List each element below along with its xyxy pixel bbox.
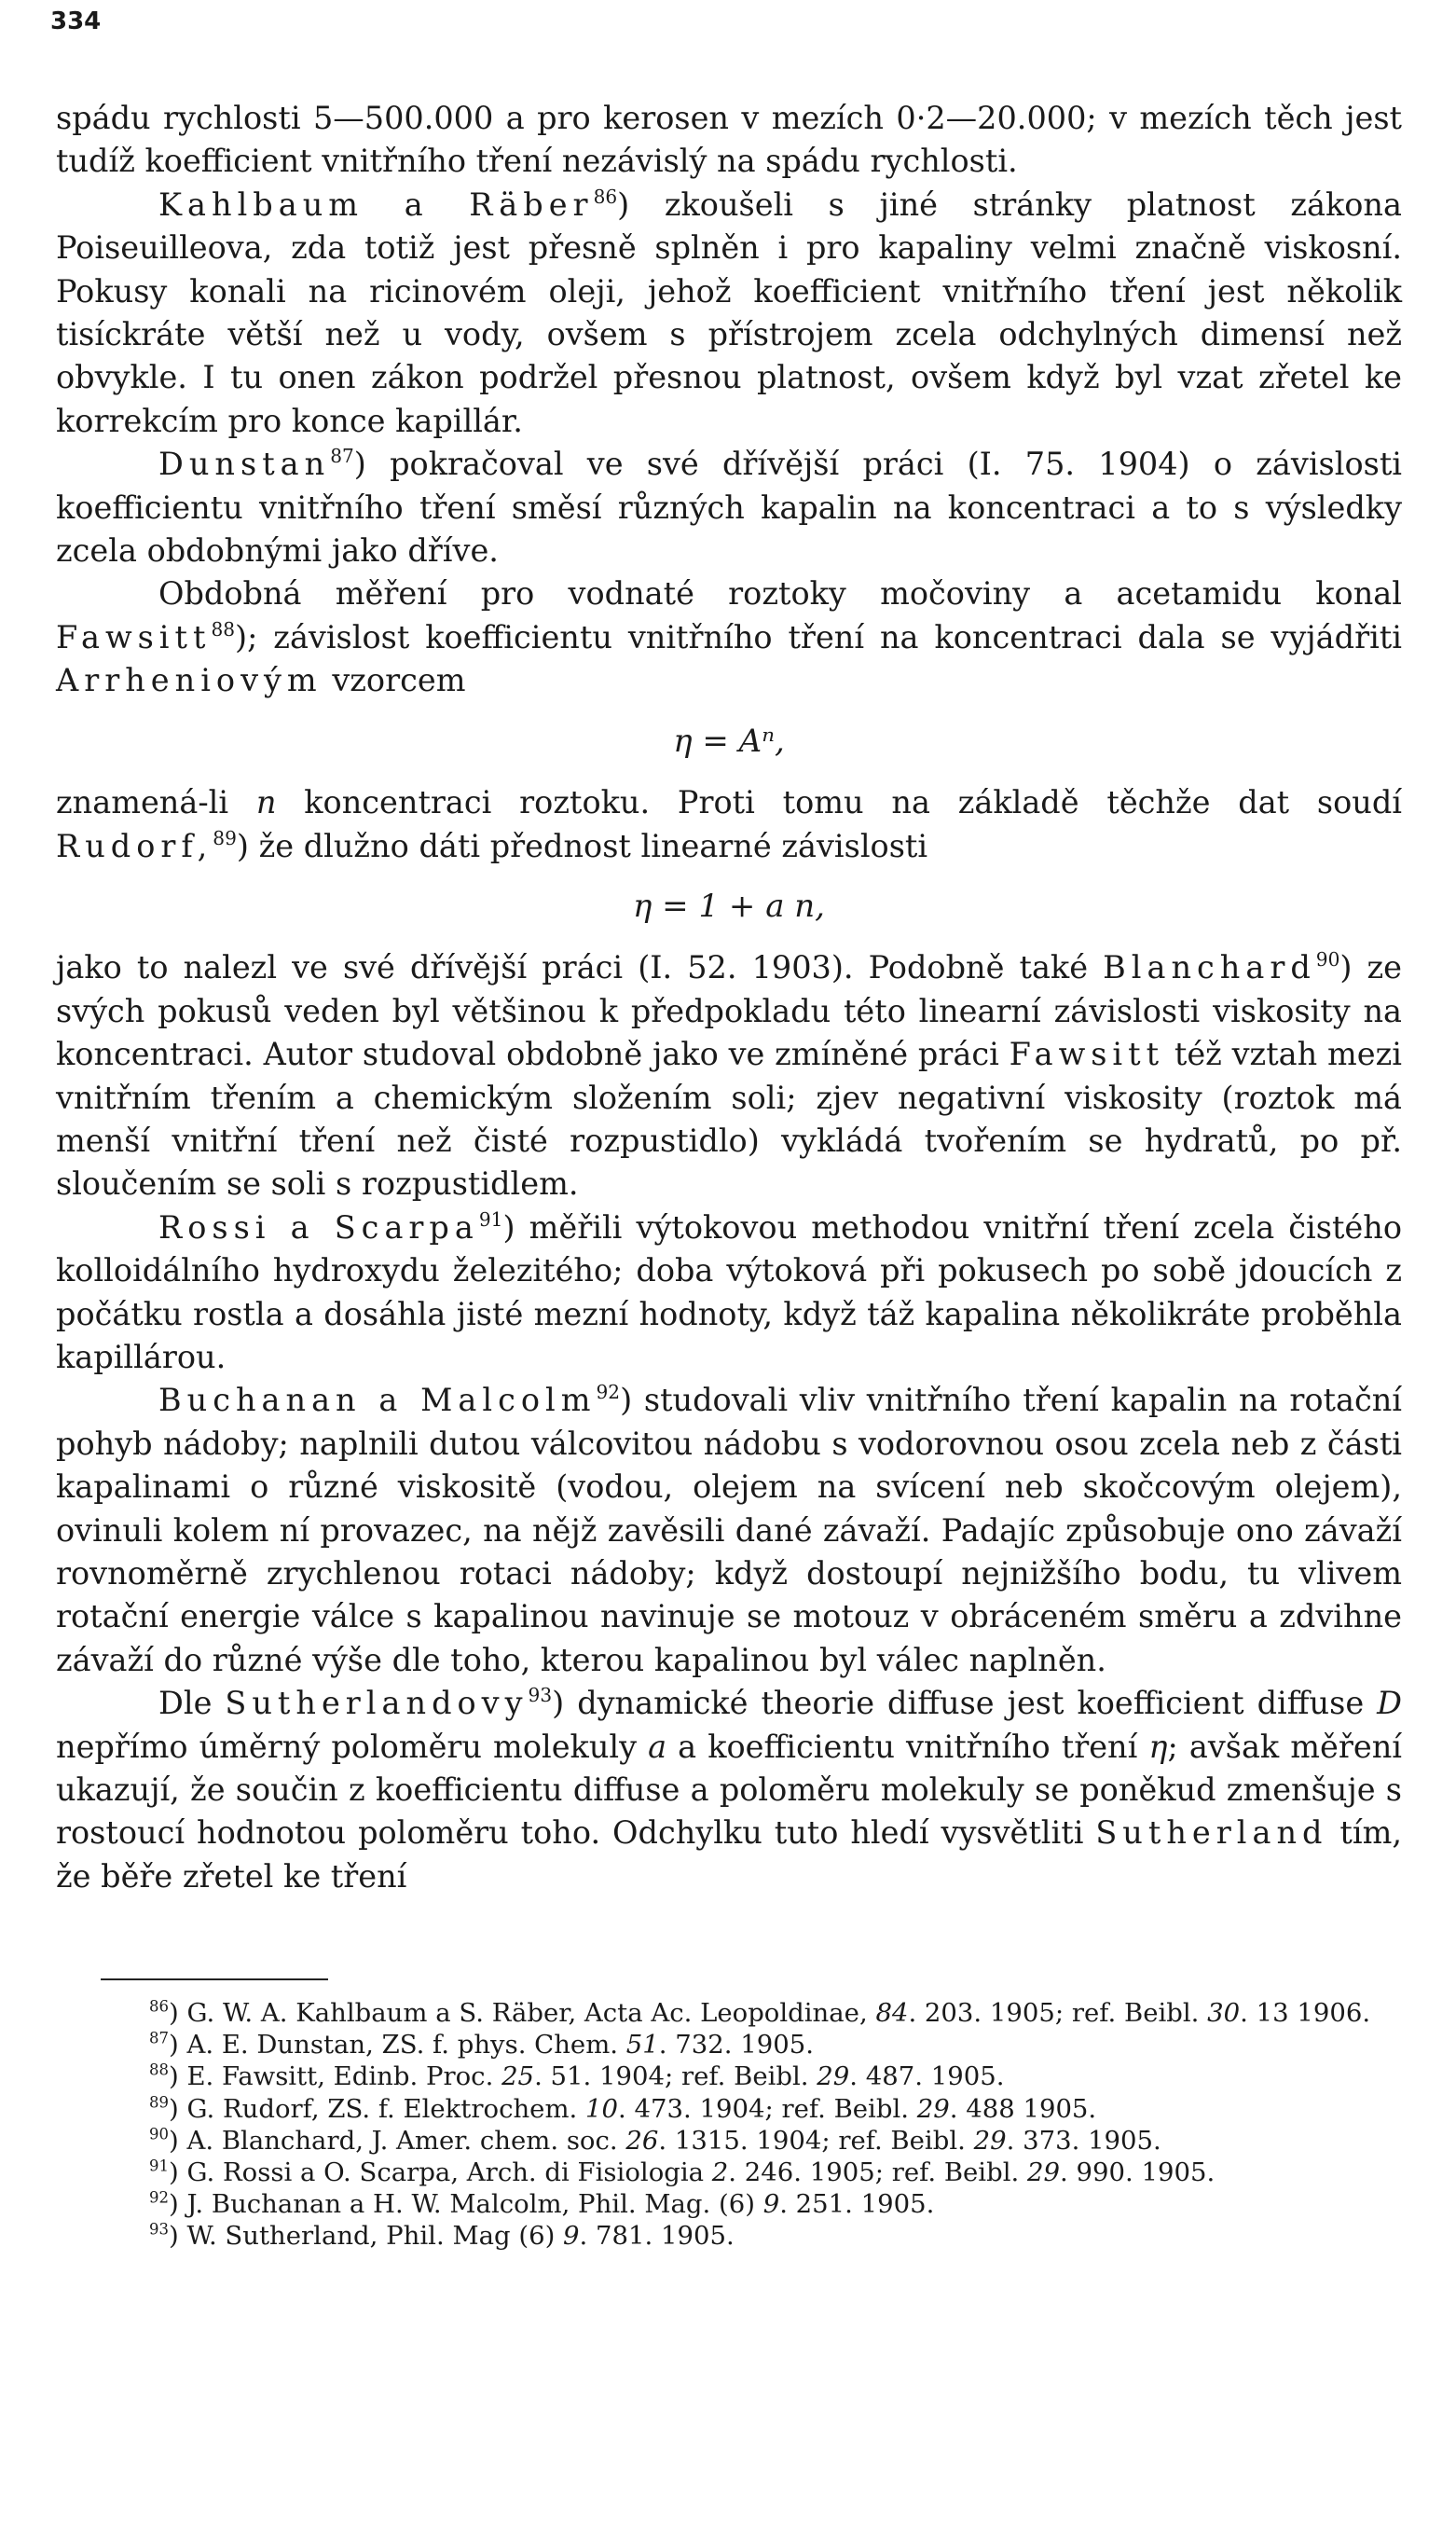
footnote: $^{93}$) W. Sutherland, Phil. Mag (6) 9. 781. 1905. [149, 2220, 735, 2252]
footnote-text: . 473. 1904; ref. Beibl. [618, 2093, 917, 2124]
footnote-text: . 1315. 1904; ref. Beibl. [658, 2125, 974, 2156]
footnote-ref[interactable]: 88 [211, 617, 236, 641]
footnote-ref[interactable]: 91 [478, 1207, 503, 1231]
paragraph [56, 1379, 1402, 1682]
author-name: Sutherland [1095, 1814, 1328, 1852]
paragraph-text: jako to nalezl ve své dřívější práci (I. 52. 1903). Podobně také [56, 949, 1104, 986]
volume: 84 [875, 1998, 909, 2028]
author-name: Arrheniovým [56, 662, 323, 699]
paragraph [56, 1206, 1402, 1380]
body-text [56, 97, 1402, 1898]
paragraph-text: Obdobná měření pro vodnaté roztoky močoviny a acetamidu konal [158, 575, 1402, 613]
variable: D [1377, 1685, 1402, 1722]
paragraph [56, 572, 1402, 702]
footnote-number: 89 [149, 2092, 169, 2111]
footnote-text: . 13 1906. [1240, 1998, 1371, 2028]
author-name: Buchanan a Malcolm [158, 1382, 597, 1419]
formula-power: η = Aⁿ, [673, 722, 785, 760]
footnote-author: G. Rossi a O. Scarpa [186, 2157, 451, 2188]
author-name: Dunstan [158, 446, 331, 483]
footnote-number: 93 [149, 2220, 169, 2239]
paragraph-text: a koefficientu vnitřního tření [666, 1728, 1149, 1765]
paragraph [56, 946, 1402, 1206]
footnote-text: . 487. 1905. [849, 2061, 1005, 2092]
footnote-text: . 732. 1905. [658, 2030, 814, 2060]
variable: a [648, 1728, 667, 1765]
volume: 10 [585, 2093, 619, 2124]
footnote-text: , Acta Ac. Leopoldinae, [568, 1998, 876, 2028]
author-name: Rudorf, [56, 827, 213, 864]
footnote-divider [101, 1978, 328, 1980]
footnote-text: , Phil. Mag. (6) [561, 2189, 763, 2220]
page-number: 334 [50, 7, 102, 35]
footnote-text: , J. Amer. chem. soc. [355, 2125, 626, 2156]
footnote-number: 88 [149, 2060, 169, 2079]
paragraph-text: ) studovali vliv vnitřního tření kapalin na rotační pohyb nádoby; naplnili dutou válcovitou nádobu s vodorovnou osou zcela neb z části kapalinami o různé viskositě (vodou, olejem na svícení neb skočcovým olejem), ovinuli kolem ní provazec, na nějž zavěsili dané závaží. Padajíc způsobuje ono závaží rovnoměrně zrychlenou rotaci nádoby; když dostoupí nejnižšího bodu, tu vlivem rotační energie válce s kapalinou navinuje se motouz v obráceném směru a zdvihne závaží do různé výše dle toho, kterou kapalinou byl válec naplněn. [56, 1382, 1402, 1678]
footnote: $^{90}$) A. Blanchard, J. Amer. chem. soc. 26. 1315. 1904; ref. Beibl. 29. 373. 1905. [149, 2125, 1161, 2156]
paragraph-text: ) dynamické theorie diffuse jest koefficient diffuse [552, 1685, 1378, 1722]
variable: n [255, 784, 277, 821]
paragraph [56, 781, 1402, 868]
footnote-ref[interactable]: 92 [596, 1381, 621, 1404]
footnote-text: . 990. 1905. [1060, 2157, 1216, 2188]
footnote-ref[interactable]: 89 [213, 826, 237, 849]
formula-linear: η = 1 + a n, [633, 887, 825, 925]
author-name: Rossi a Scarpa [158, 1208, 479, 1246]
variable: η [1148, 1728, 1168, 1765]
footnote-text: , Arch. di Fisiologia [450, 2157, 712, 2188]
volume: 9 [762, 2189, 780, 2220]
volume: 25 [501, 2061, 535, 2092]
footnote-author: G. W. A. Kahlbaum a S. Räber [186, 1998, 569, 2028]
paragraph-text: vzorcem [322, 662, 466, 699]
footnote-text: , ZS. f. phys. Chem. [365, 2030, 626, 2060]
paragraph-text: Dle [158, 1685, 226, 1722]
footnote-author: A. Blanchard [186, 2125, 356, 2156]
volume: 9 [563, 2221, 580, 2252]
footnote-ref[interactable]: 90 [1315, 948, 1340, 972]
footnote-text: . 373. 1905. [1006, 2125, 1161, 2156]
paragraph-text: znamená-li [56, 784, 256, 821]
footnote-ref[interactable]: 87 [330, 445, 354, 468]
paragraph [56, 97, 1402, 184]
volume: 29 [916, 2093, 950, 2124]
footnote: $^{88}$) E. Fawsitt, Edinb. Proc. 25. 51. 1904; ref. Beibl. 29. 487. 1905. [149, 2060, 1005, 2092]
paragraph-text: ) ze svých pokusů veden byl většinou k předpokladu této linearní závislosti viskosity na koncentraci. Autor studoval obdobně jako ve zmíněné práci [56, 949, 1402, 1073]
volume: 29 [817, 2061, 850, 2092]
paragraph-text: ); závislost koefficientu vnitřního tření na koncentraci dala se vyjádřiti [235, 618, 1402, 655]
footnote-author: G. Rudorf [186, 2093, 311, 2124]
footnote: $^{89}$) G. Rudorf, ZS. f. Elektrochem. 10. 473. 1904; ref. Beibl. 29. 488 1905. [149, 2092, 1097, 2124]
footnote-text: , Edinb. Proc. [317, 2061, 502, 2092]
footnote-text: , Phil. Mag (6) [369, 2221, 564, 2252]
footnote-ref[interactable]: 93 [528, 1684, 553, 1707]
paragraph [56, 1682, 1402, 1898]
paragraph [56, 443, 1402, 572]
paragraph-text: též vztah mezi vnitřním třením a chemickým složením soli; zjev negativní viskosity (roztok má menší vnitřní tření než čisté rozpustidlo) vykládá tvořením se hydratů, po př. sloučením se soli s rozpustidlem. [56, 1036, 1402, 1203]
footnote-text: . 781. 1905. [579, 2221, 735, 2252]
paragraph-text: ) měřili výtokovou methodou vnitřní tření zcela čistého kolloidálního hydroxydu železitého; doba výtoková při pokusech po sobě jdoucích z počátku rostla a dosáhla jisté mezní hodnoty, když táž kapalina několikráte proběhla kapillárou. [56, 1208, 1402, 1375]
footnote-author: E. Fawsitt [186, 2061, 318, 2092]
footnote: $^{91}$) G. Rossi a O. Scarpa, Arch. di Fisiologia 2. 246. 1905; ref. Beibl. 29. 990. 1905. [149, 2157, 1216, 2188]
footnote-number: 86 [149, 1997, 169, 2016]
paragraph-text: ; avšak měření ukazují, že součin z koefficientu diffuse a poloměru molekuly se poněkud zmenšuje s rostoucí hodnotou poloměru toho. Odchylku tuto hledí vysvětliti [56, 1728, 1402, 1852]
footnote-text: . 246. 1905; ref. Beibl. [728, 2157, 1027, 2188]
author-name: Blanchard [1103, 949, 1316, 986]
volume: 29 [973, 2125, 1007, 2156]
footnote-number: 90 [149, 2125, 169, 2143]
footnote-author: W. Sutherland [186, 2221, 370, 2252]
paragraph-text: koncentraci roztoku. Proti tomu na základě těchže dat soudí [276, 784, 1403, 821]
footnote-text: . 488 1905. [949, 2093, 1097, 2124]
volume: 51 [625, 2030, 659, 2060]
footnote: $^{87}$) A. E. Dunstan, ZS. f. phys. Chem. 51. 732. 1905. [149, 2029, 814, 2060]
footnotes [56, 1997, 1402, 2253]
volume: 30 [1207, 1998, 1241, 2028]
author-name: Fawsitt [1009, 1036, 1165, 1073]
paragraph-text: ) pokračoval ve své dřívější práci (I. 75. 1904) o závislosti koefficientu vnitřního tření směsí různých kapalin na koncentraci a to s výsledky zcela obdobnými jako dříve. [56, 446, 1402, 570]
paragraph-text: ) zkoušeli s jiné stránky platnost zákona Poiseuilleova, zda totiž jest přesně splněn i pro kapaliny velmi značně viskosní. Pokusy konali na ricinovém oleji, jehož koefficient vnitřního tření jest několik tisíckráte větší než u vody, ovšem s přístrojem zcela odchylných dimensí než obvykle. I tu onen zákon podržel přesnou platnost, ovšem když byl vzat zřetel ke korrekcím pro konce kapillár. [56, 186, 1402, 439]
paragraph-text: nepřímo úměrný poloměru molekuly [56, 1728, 649, 1765]
author-name: Fawsitt [56, 618, 212, 655]
volume: 26 [625, 2125, 659, 2156]
footnote-number: 87 [149, 2029, 169, 2047]
footnote-number: 92 [149, 2188, 169, 2207]
paragraph-text: ) že dlužno dáti přednost linearné závislosti [236, 827, 928, 864]
volume: 29 [1027, 2157, 1060, 2188]
footnote-text: . 203. 1905; ref. Beibl. [908, 1998, 1208, 2028]
author-name: Kahlbaum a Räber [158, 186, 594, 223]
footnote-text: , ZS. f. Elektrochem. [310, 2093, 586, 2124]
footnote-text: . 51. 1904; ref. Beibl. [534, 2061, 817, 2092]
footnote-text: . 251. 1905. [779, 2189, 935, 2220]
footnote: $^{86}$) G. W. A. Kahlbaum a S. Räber, Acta Ac. Leopoldinae, 84. 203. 1905; ref. Beibl. 30. 13 1906. [149, 1997, 1371, 2028]
footnote-number: 91 [149, 2157, 169, 2175]
paragraph-text: tím, že běře zřetel ke tření [56, 1814, 1402, 1895]
volume: 2 [711, 2157, 729, 2188]
footnote-author: J. Buchanan a H. W. Malcolm [186, 2189, 562, 2220]
footnote: $^{92}$) J. Buchanan a H. W. Malcolm, Phil. Mag. (6) 9. 251. 1905. [149, 2188, 935, 2220]
paragraph [56, 184, 1402, 443]
author-name: Sutherlandovy [225, 1685, 529, 1722]
footnote-author: A. E. Dunstan [186, 2030, 366, 2060]
footnote-ref[interactable]: 86 [593, 185, 618, 208]
paragraph-text: spádu rychlosti 5—500.000 a pro kerosen v mezích 0·2—20.000; v mezích těch jest tudíž koefficient vnitřního tření nezávislý na spádu rychlosti. [56, 100, 1402, 180]
